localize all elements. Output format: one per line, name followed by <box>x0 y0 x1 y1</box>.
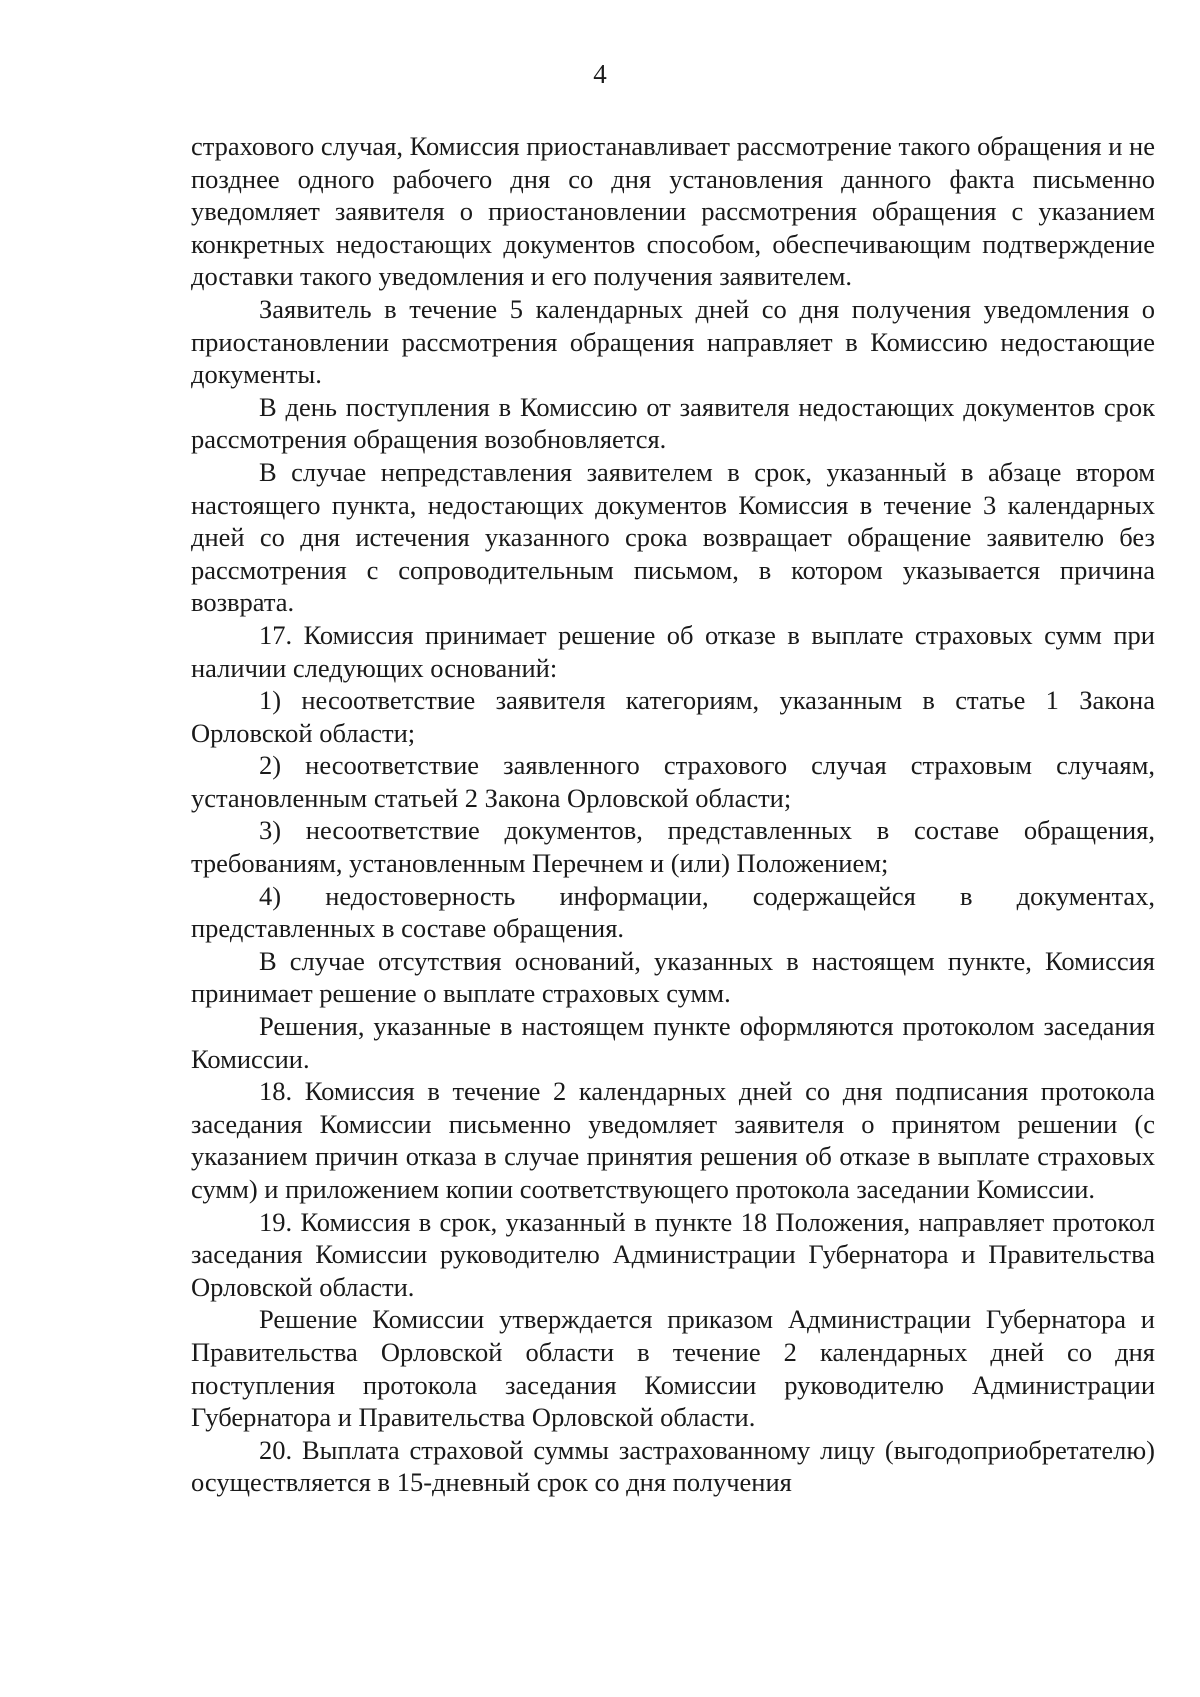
paragraph: Решение Комиссии утверждается приказом Администрации Губернатора и Правительства Орловской области в течение 2 календарных дней со дня поступления протокола заседания Комиссии руководителю Администрации Губернатора и Правительства Орловской области. <box>191 1304 1155 1433</box>
paragraph: В случае отсутствия оснований, указанных в настоящем пункте, Комиссия принимает решение о выплате страховых сумм. <box>191 945 1155 1009</box>
paragraph: Заявитель в течение 5 календарных дней со дня получения уведомления о приостановлении рассмотрения обращения направляет в Комиссию недостающие документы. <box>191 293 1155 390</box>
list-item: 4) недостоверность информации, содержащейся в документах, представленных в составе обращения. <box>191 880 1155 944</box>
paragraph: В случае непредставления заявителем в срок, указанный в абзаце втором настоящего пункта, недостающих документов Комиссия в течение 3 календарных дней со дня истечения указанного срока возвращает обращение заявителю без рассмотрения с сопроводительным письмом, в котором указывается причина возврата. <box>191 456 1155 618</box>
clause-20: 20. Выплата страховой суммы застрахованному лицу (выгодоприобретателю) осуществляется в 15-дневный срок со дня получения <box>191 1434 1155 1498</box>
clause-17: 17. Комиссия принимает решение об отказе в выплате страховых сумм при наличии следующих оснований: <box>191 619 1155 683</box>
clause-19: 19. Комиссия в срок, указанный в пункте 18 Положения, направляет протокол заседания Комиссии руководителю Администрации Губернатора и Правительства Орловской области. <box>191 1206 1155 1302</box>
paragraph-continuation: страхового случая, Комиссия приостанавливает рассмотрение такого обращения и не позднее одного рабочего дня со дня установления данного факта письменно уведомляет заявителя о приостановлении рассмотрения обращения с указанием конкретных недостающих документов способом, обеспечивающим подтверждение доставки такого уведомления и его получения заявителем. <box>191 131 1155 292</box>
list-item: 1) несоответствие заявителя категориям, указанным в статье 1 Закона Орловской области; <box>191 685 1155 748</box>
paragraph: Решения, указанные в настоящем пункте оформляются протоколом заседания Комиссии. <box>191 1011 1155 1074</box>
clause-18: 18. Комиссия в течение 2 календарных дней со дня подписания протокола заседания Комиссии письменно уведомляет заявителя о принятом решении (с указанием причин отказа в случае принятия решения об отказе в выплате страховых сумм) и приложением копии соответствующего протокола заседании Комиссии. <box>191 1076 1155 1204</box>
page-number: 4 <box>593 59 607 89</box>
list-item: 2) несоответствие заявленного страхового случая страховым случаям, установленным статьей 2 Закона Орловской области; <box>191 750 1155 813</box>
paragraph: В день поступления в Комиссию от заявителя недостающих документов срок рассмотрения обращения возобновляется. <box>191 391 1155 455</box>
document-body <box>191 130 1155 1499</box>
list-item: 3) несоответствие документов, представленных в составе обращения, требованиям, установленным Перечнем и (или) Положением; <box>191 815 1155 879</box>
